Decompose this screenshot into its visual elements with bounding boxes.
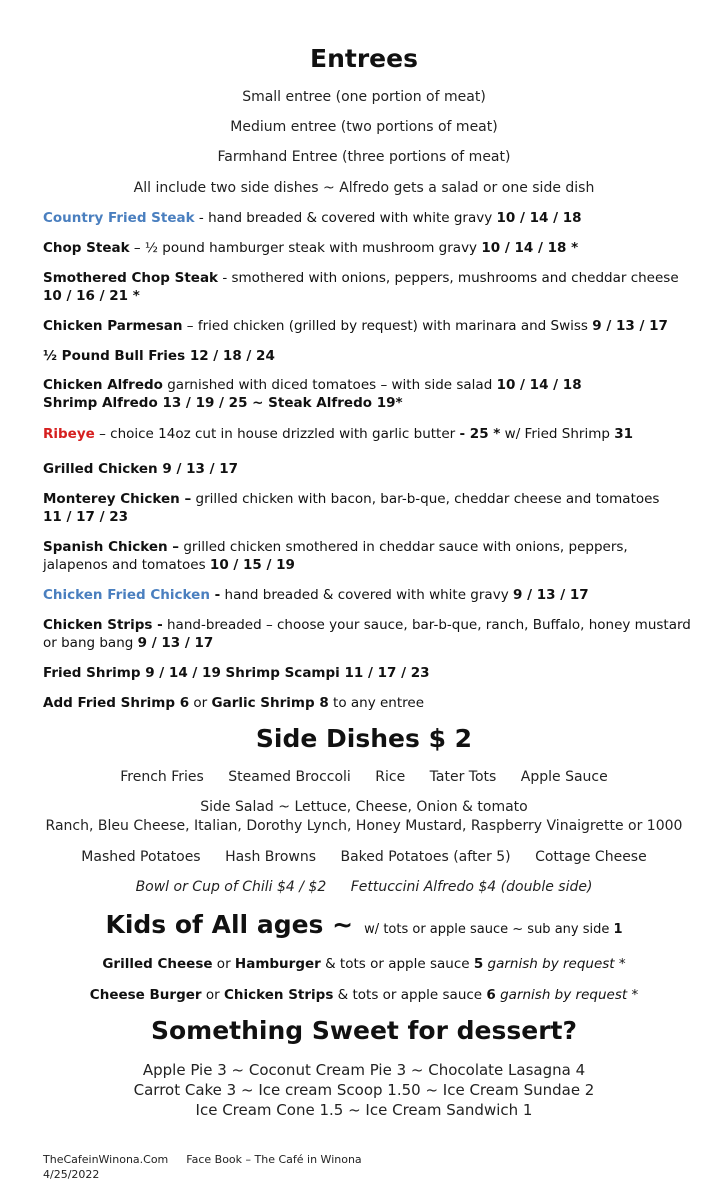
- kids-cheese-burger: Cheese Burger: [89, 987, 202, 1003]
- add-fried-shrimp: Add Fried Shrimp 6: [43, 695, 190, 711]
- kids-star: *: [614, 956, 626, 972]
- item-name: Smothered Chop Steak: [43, 270, 219, 286]
- kids-price: 6: [486, 987, 496, 1003]
- item-desc: – choice 14oz cut in house drizzled with garlic butter: [94, 426, 460, 442]
- item-price: 11 / 17 / 23: [43, 509, 129, 525]
- salad-dressings: Ranch, Bleu Cheese, Italian, Dorothy Lynch, Honey Mustard, Raspberry Vinaigrette or 1000: [45, 818, 683, 834]
- item-price: 9 / 13 / 17: [512, 587, 589, 603]
- side-chili: Bowl or Cup of Chili $4 / $2: [135, 879, 327, 895]
- item-desc: grilled chicken with bacon, bar-b-que, cheddar cheese and tomatoes: [191, 491, 660, 507]
- kids-star: *: [627, 987, 639, 1003]
- kids-garnish: garnish by request: [495, 987, 628, 1003]
- side-fettuccini: Fettuccini Alfredo $4 (double side): [350, 879, 593, 895]
- item-chicken-parmesan: [43, 317, 693, 335]
- sides-extras: [0, 878, 728, 896]
- item-name: Chicken Strips -: [43, 617, 163, 633]
- item-smothered-chop-steak: [43, 269, 693, 305]
- side-item: Steamed Broccoli: [228, 769, 351, 785]
- dessert-line-1: Apple Pie 3 ~ Coconut Cream Pie 3 ~ Chocolate Lasagna 4: [142, 1061, 586, 1079]
- side-item: Hash Browns: [225, 849, 317, 865]
- item-dash: -: [209, 587, 221, 603]
- item-price: 10 / 16 / 21 *: [43, 288, 140, 304]
- add-or: or: [189, 695, 212, 711]
- side-item: Cottage Cheese: [535, 849, 647, 865]
- add-garlic-shrimp: Garlic Shrimp 8: [211, 695, 329, 711]
- item-grilled-chicken: Grilled Chicken 9 / 13 / 17: [43, 461, 238, 477]
- kids-item-1: [0, 955, 728, 973]
- item-name: Ribeye: [43, 426, 95, 442]
- item-ribeye: [43, 425, 693, 443]
- kids-hamburger: Hamburger: [234, 956, 321, 972]
- item-price: 10 / 14 / 18: [496, 377, 582, 393]
- note-farmhand: Farmhand Entree (three portions of meat): [217, 149, 511, 165]
- item-country-fried-steak: [43, 209, 693, 227]
- item-chicken-strips: [43, 616, 693, 652]
- kids-sides: & tots or apple sauce: [333, 987, 487, 1003]
- kids-or: or: [201, 987, 224, 1003]
- item-name: Chicken Parmesan: [43, 318, 183, 334]
- item-desc: - hand breaded & covered with white gravy: [194, 210, 497, 226]
- kids-subtitle: w/ tots or apple sauce ~ sub any side: [364, 922, 614, 937]
- kids-grilled-cheese: Grilled Cheese: [102, 956, 213, 972]
- item-add-shrimp: [43, 694, 693, 712]
- item-desc: garnished with diced tomatoes – with side salad: [162, 377, 497, 393]
- item-name: Chop Steak: [43, 240, 130, 256]
- side-item: Apple Sauce: [520, 769, 608, 785]
- kids-header: [0, 910, 728, 939]
- sides-row-1: [0, 768, 728, 786]
- side-item: Tater Tots: [429, 769, 497, 785]
- item-desc: grilled chicken smothered in cheddar sauce with onions, peppers, jalapenos and tomatoes: [43, 539, 628, 573]
- add-suffix: to any entree: [328, 695, 425, 711]
- item-price: 9 / 13 / 17: [137, 635, 214, 651]
- kids-title: Kids of All ages ~: [105, 910, 354, 939]
- kids-or: or: [212, 956, 235, 972]
- item-extra: w/ Fried Shrimp: [500, 426, 615, 442]
- sides-title: Side Dishes $ 2: [255, 724, 473, 753]
- item-extra-price: 31: [614, 426, 634, 442]
- side-item: Baked Potatoes (after 5): [340, 849, 511, 865]
- dessert-line-3: Ice Cream Cone 1.5 ~ Ice Cream Sandwich 1: [195, 1101, 533, 1119]
- item-price: - 25 *: [459, 426, 501, 442]
- side-item: Rice: [375, 769, 406, 785]
- dessert-title: Something Sweet for dessert?: [150, 1016, 577, 1045]
- footer-date: 4/25/2022: [43, 1168, 100, 1181]
- side-salad: Side Salad ~ Lettuce, Cheese, Onion & tomato: [200, 799, 528, 815]
- item-chicken-fried-chicken: [43, 586, 693, 604]
- entrees-title: Entrees: [310, 44, 418, 73]
- kids-garnish: garnish by request: [483, 956, 615, 972]
- item-desc: - smothered with onions, peppers, mushrooms and cheddar cheese: [218, 270, 679, 286]
- item-price: 10 / 14 / 18: [496, 210, 582, 226]
- note-small: Small entree (one portion of meat): [242, 89, 486, 105]
- side-item: Mashed Potatoes: [81, 849, 201, 865]
- footer-facebook: Face Book – The Café in Winona: [186, 1153, 362, 1166]
- kids-item-2: [0, 986, 728, 1004]
- footer-website: TheCafeinWinona.Com: [43, 1153, 169, 1166]
- kids-chicken-strips: Chicken Strips: [223, 987, 334, 1003]
- kids-subtitle-price: 1: [613, 922, 623, 937]
- dessert-line-2: Carrot Cake 3 ~ Ice cream Scoop 1.50 ~ Ice Cream Sundae 2: [133, 1081, 595, 1099]
- item-monterey-chicken: [43, 490, 693, 526]
- item-name: Country Fried Steak: [43, 210, 195, 226]
- note-sides: All include two side dishes ~ Alfredo gets a salad or one side dish: [133, 180, 595, 196]
- item-desc: hand breaded & covered with white gravy: [220, 587, 513, 603]
- item-bull-fries: ½ Pound Bull Fries 12 / 18 / 24: [43, 348, 275, 364]
- item-desc: – fried chicken (grilled by request) with marinara and Swiss: [182, 318, 593, 334]
- item-spanish-chicken: [43, 538, 693, 574]
- item-chicken-alfredo: [43, 376, 693, 412]
- footer: [43, 1152, 380, 1182]
- item-alfredo-variants: Shrimp Alfredo 13 / 19 / 25 ~ Steak Alfredo 19*: [43, 395, 403, 411]
- item-fried-shrimp-scampi: Fried Shrimp 9 / 14 / 19 Shrimp Scampi 11 / 17 / 23: [43, 665, 430, 681]
- sides-row-3: [0, 848, 728, 866]
- side-item: French Fries: [120, 769, 204, 785]
- item-price: 10 / 14 / 18 *: [481, 240, 579, 256]
- item-name: Chicken Fried Chicken: [43, 587, 210, 603]
- item-desc: hand-breaded – choose your sauce, bar-b-que, ranch, Buffalo, honey mustard or bang bang: [43, 617, 691, 651]
- item-name: Chicken Alfredo: [43, 377, 163, 393]
- item-desc: – ½ pound hamburger steak with mushroom gravy: [129, 240, 482, 256]
- item-price: 10 / 15 / 19: [209, 557, 295, 573]
- item-price: 9 / 13 / 17: [592, 318, 668, 334]
- kids-price: 5: [473, 956, 484, 972]
- item-name: Monterey Chicken –: [43, 491, 192, 507]
- item-name: Spanish Chicken –: [43, 539, 180, 555]
- item-chop-steak: [43, 239, 693, 257]
- kids-sides: & tots or apple sauce: [320, 956, 474, 972]
- note-medium: Medium entree (two portions of meat): [230, 119, 498, 135]
